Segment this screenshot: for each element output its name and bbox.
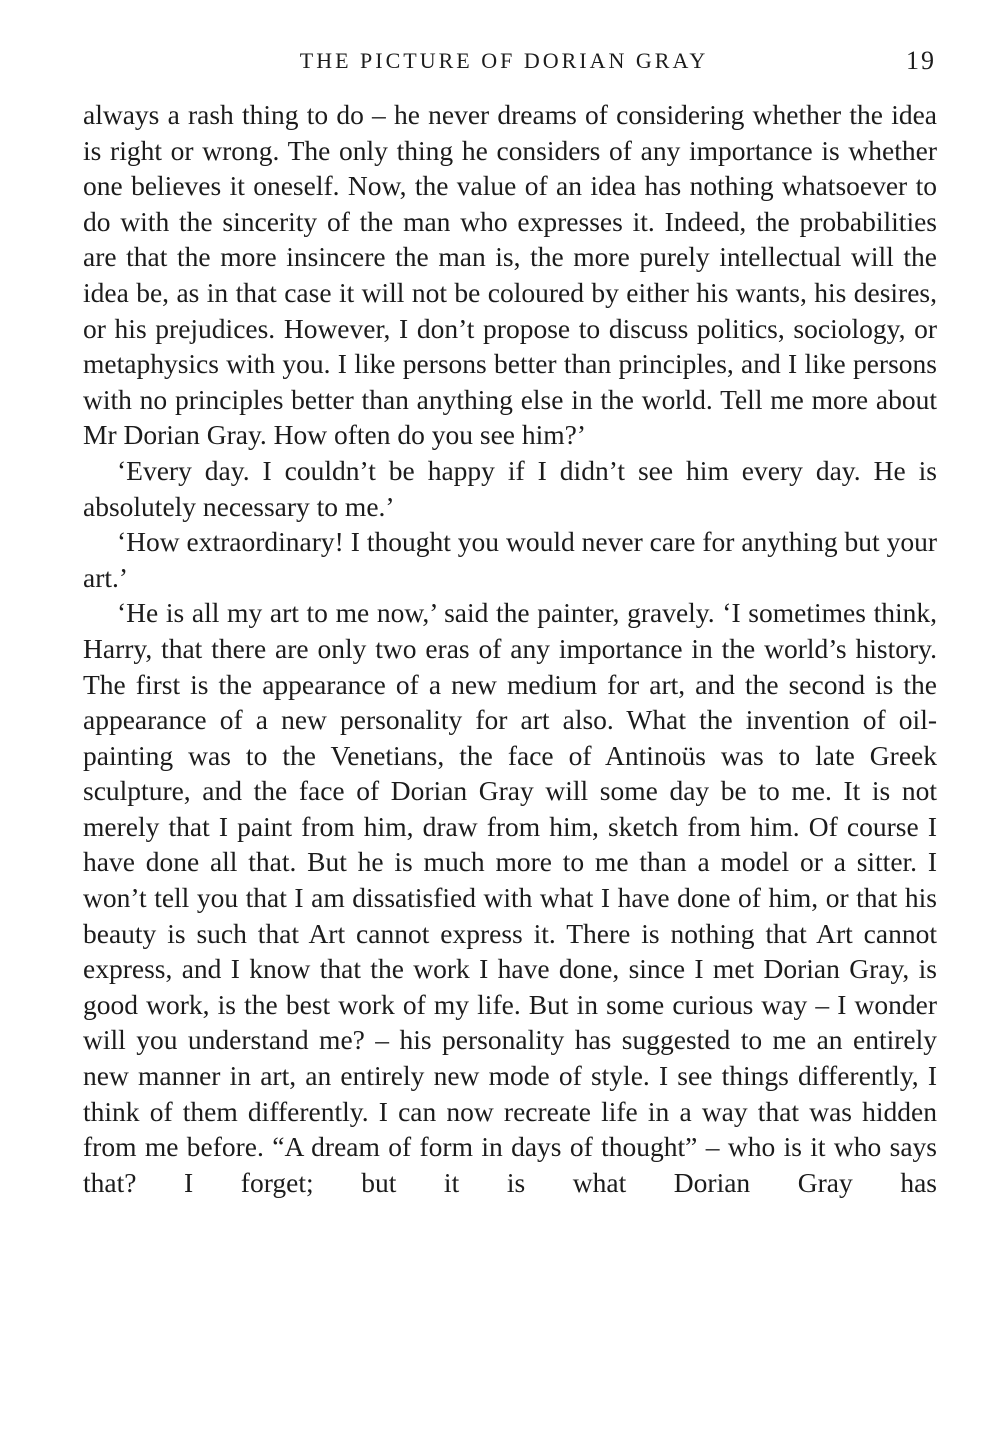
book-title: THE PICTURE OF DORIAN GRAY <box>299 48 709 73</box>
paragraph-dialogue: ‘He is all my art to me now,’ said the painter, gravely. ‘I sometimes think, Harry, that there are only two eras of any importance in the world’s history. The first is the appearance of a new medium for art, and the second is the appearance of a new personality for art also. What the invention of oil-painting was to the Venetians, the face of Antinoüs was to late Greek sculpture, and the face of Dorian Gray will some day be to me. It is not merely that I paint from him, draw from him, sketch from him. Of course I have done all that. But he is much more to me than a model or a sitter. I won’t tell you that I am dissatisfied with what I have done of him, or that his beauty is such that Art cannot express it. There is nothing that Art cannot express, and I know that the work I have done, since I met Dorian Gray, is good work, is the best work of my life. But in some curious way – I wonder will you understand me? – his personality has suggested to me an entirely new manner in art, an entirely new mode of style. I see things differently, I think of them differently. I can now recreate life in a way that was hidden from me before. “A dream of form in days of thought” – who is it who says that? I forget; but it is what Dorian Gray has <box>83 597 937 1198</box>
page-number: 19 <box>906 46 936 75</box>
paragraph-dialogue: ‘Every day. I couldn’t be happy if I didn’t see him every day. He is absolutely necessary to me.’ <box>83 454 937 522</box>
running-header <box>0 44 1000 78</box>
paragraph-continued: always a rash thing to do – he never dreams of considering whether the idea is right or wrong. The only thing he considers of any importance is whether one believes it oneself. Now, the value of an idea has nothing whatsoever to do with the sincerity of the man who expresses it. Indeed, the probabilities are that the more insincere the man is, the more purely intellectual will the idea be, as in that case it will not be coloured by either his wants, his desires, or his prejudices. However, I don’t propose to discuss politics, sociology, or metaphysics with you. I like persons better than principles, and I like persons with no principles better than anything else in the world. Tell me more about Mr Dorian Gray. How often do you see him?’ <box>83 99 937 451</box>
body-text <box>83 97 937 1200</box>
paragraph-dialogue: ‘How extraordinary! I thought you would never care for anything but your art.’ <box>83 526 937 593</box>
